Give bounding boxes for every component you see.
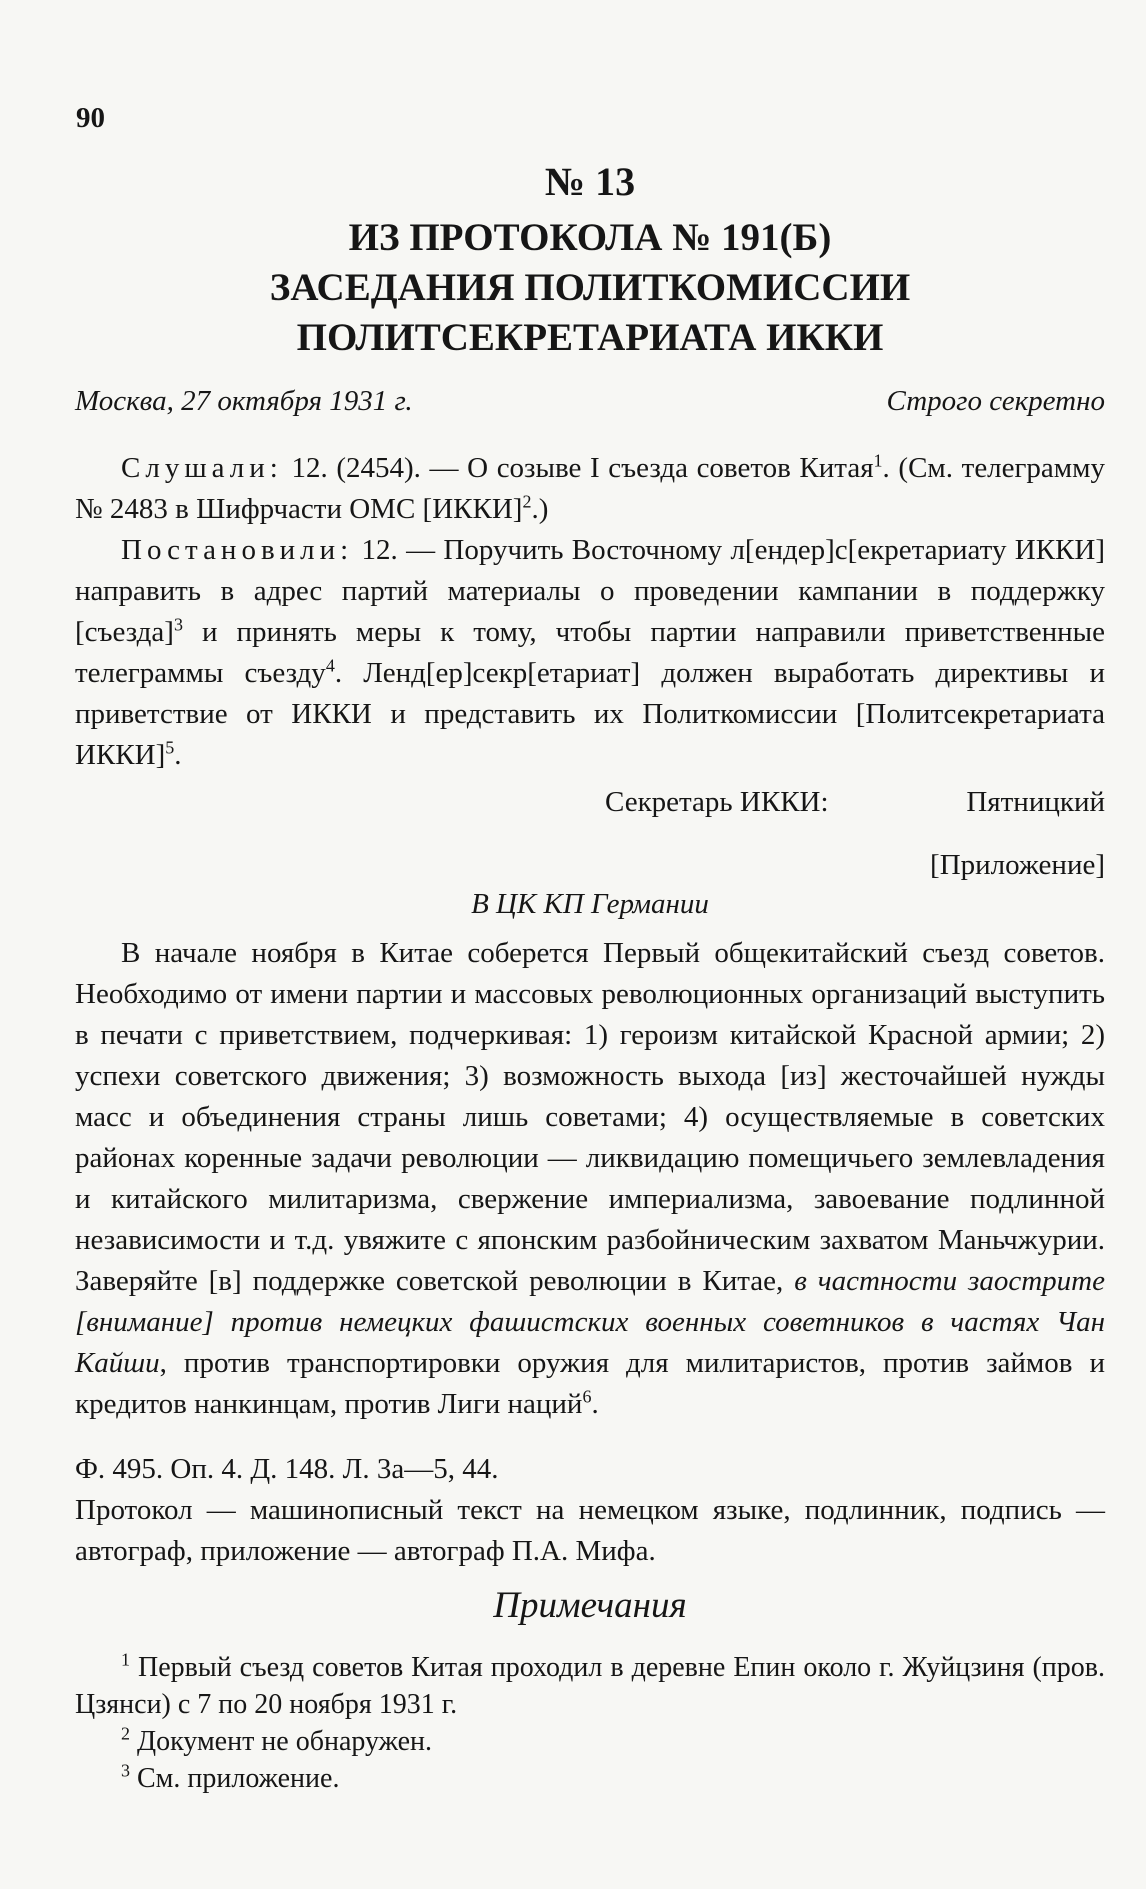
note-item xyxy=(75,1649,1105,1723)
resolved-text: и принять меры к тому, чтобы партии направили приветственные телеграммы съезду xyxy=(75,616,1105,689)
note-text: Первый съезд советов Китая проходил в деревне Епин около г. Жуйцзиня (пров. Цзянси) с 7 по 20 ноября 1931 г. xyxy=(75,1652,1105,1720)
signature-role: Секретарь ИККИ: xyxy=(605,786,829,818)
document-title xyxy=(75,213,1105,363)
heard-text: 12. (2454). — О созыве I съезда советов Китая xyxy=(282,452,874,484)
document-page xyxy=(75,100,1105,1797)
footnote-ref[interactable]: 4 xyxy=(325,655,335,676)
footnote-ref[interactable]: 6 xyxy=(582,1386,592,1407)
footnote-ref[interactable]: 5 xyxy=(165,737,175,758)
footnote-ref[interactable]: 2 xyxy=(522,491,532,512)
resolved-text: 12. — Поручить Восточному л[ендер]с[екретариату ИККИ] направить в адрес партий материалы о проведении кампании в поддержку [съезда] xyxy=(75,534,1105,648)
resolved-text: . xyxy=(174,739,182,771)
note-item xyxy=(75,1760,1105,1797)
note-number: 3 xyxy=(121,1760,130,1781)
notes-list xyxy=(75,1649,1105,1797)
notes-heading: Примечания xyxy=(493,1585,687,1626)
archive-reference: Ф. 495. Оп. 4. Д. 148. Л. 3а—5, 44. xyxy=(75,1453,499,1485)
signature-line xyxy=(605,786,1105,819)
place-date: Москва, 27 октября 1931 г. xyxy=(75,385,413,417)
appendix-addressee: В ЦК КП Германии xyxy=(471,888,709,920)
resolved-text: . Ленд[ер]секр[етариат] должен выработать директивы и приветствие от ИККИ и представить их Политкомиссии [Политсекретариата ИККИ] xyxy=(75,657,1105,771)
note-number: 2 xyxy=(121,1723,130,1744)
document-description: Протокол — машинописный текст на немецком языке, подлинник, подпись — автограф, приложение — автограф П.А. Мифа. xyxy=(75,1494,1105,1567)
appendix-label: [Приложение] xyxy=(930,849,1105,881)
note-text: См. приложение. xyxy=(130,1763,340,1794)
appendix-paragraph xyxy=(75,933,1105,1425)
note-number: 1 xyxy=(121,1649,130,1670)
title-line: ИЗ ПРОТОКОЛА № 191(Б) xyxy=(348,216,832,259)
heard-paragraph xyxy=(75,448,1105,530)
appendix-text: . xyxy=(591,1388,599,1420)
footnote-ref[interactable]: 3 xyxy=(173,614,183,635)
title-line: ПОЛИТСЕКРЕТАРИАТА ИККИ xyxy=(296,316,884,359)
heard-text: . (См. телеграмму № 2483 в Шифрчасти ОМС [ИККИ] xyxy=(75,452,1105,525)
signature-name: Пятницкий xyxy=(966,786,1105,818)
footnote-ref[interactable]: 1 xyxy=(873,450,883,471)
title-line: ЗАСЕДАНИЯ ПОЛИТКОМИССИИ xyxy=(269,266,911,309)
appendix-italic: в частности заострите [внимание] против немецких фашистских военных советников в частях Чан Кайши xyxy=(75,1265,1105,1379)
heard-text: .) xyxy=(531,493,549,525)
appendix-text: , против транспортировки оружия для милитаристов, против займов и кредитов нанкинцам, против Лиги наций xyxy=(75,1347,1105,1420)
document-number: № 13 xyxy=(544,159,636,204)
page-number: 90 xyxy=(76,102,105,134)
resolved-label: Постановили: xyxy=(121,534,354,566)
classification: Строго секретно xyxy=(886,385,1105,417)
note-item xyxy=(75,1723,1105,1760)
appendix-text: В начале ноября в Китае соберется Первый общекитайский съезд советов. Необходимо от имени партии и массовых революционных организаций выступить в печати с приветствием, подчеркивая: 1) героизм китайской Красной армии; 2) успехи советского движения; 3) возможность выхода [из] жесточайшей нужды масс и объединения страны лишь советами; 4) осуществляемые в советских районах коренные задачи революции — ликвидацию помещичьего землевладения и китайского милитаризма, свержение империализма, завоевание подлинной независимости и т.д. увяжите с японским разбойническим захватом Маньчжурии. Заверяйте [в] поддержке советской революции в Китае, xyxy=(75,937,1105,1297)
document-meta xyxy=(75,385,1105,418)
heard-label: Слушали: xyxy=(121,452,283,484)
note-text: Документ не обнаружен. xyxy=(130,1726,433,1757)
resolved-paragraph xyxy=(75,530,1105,776)
